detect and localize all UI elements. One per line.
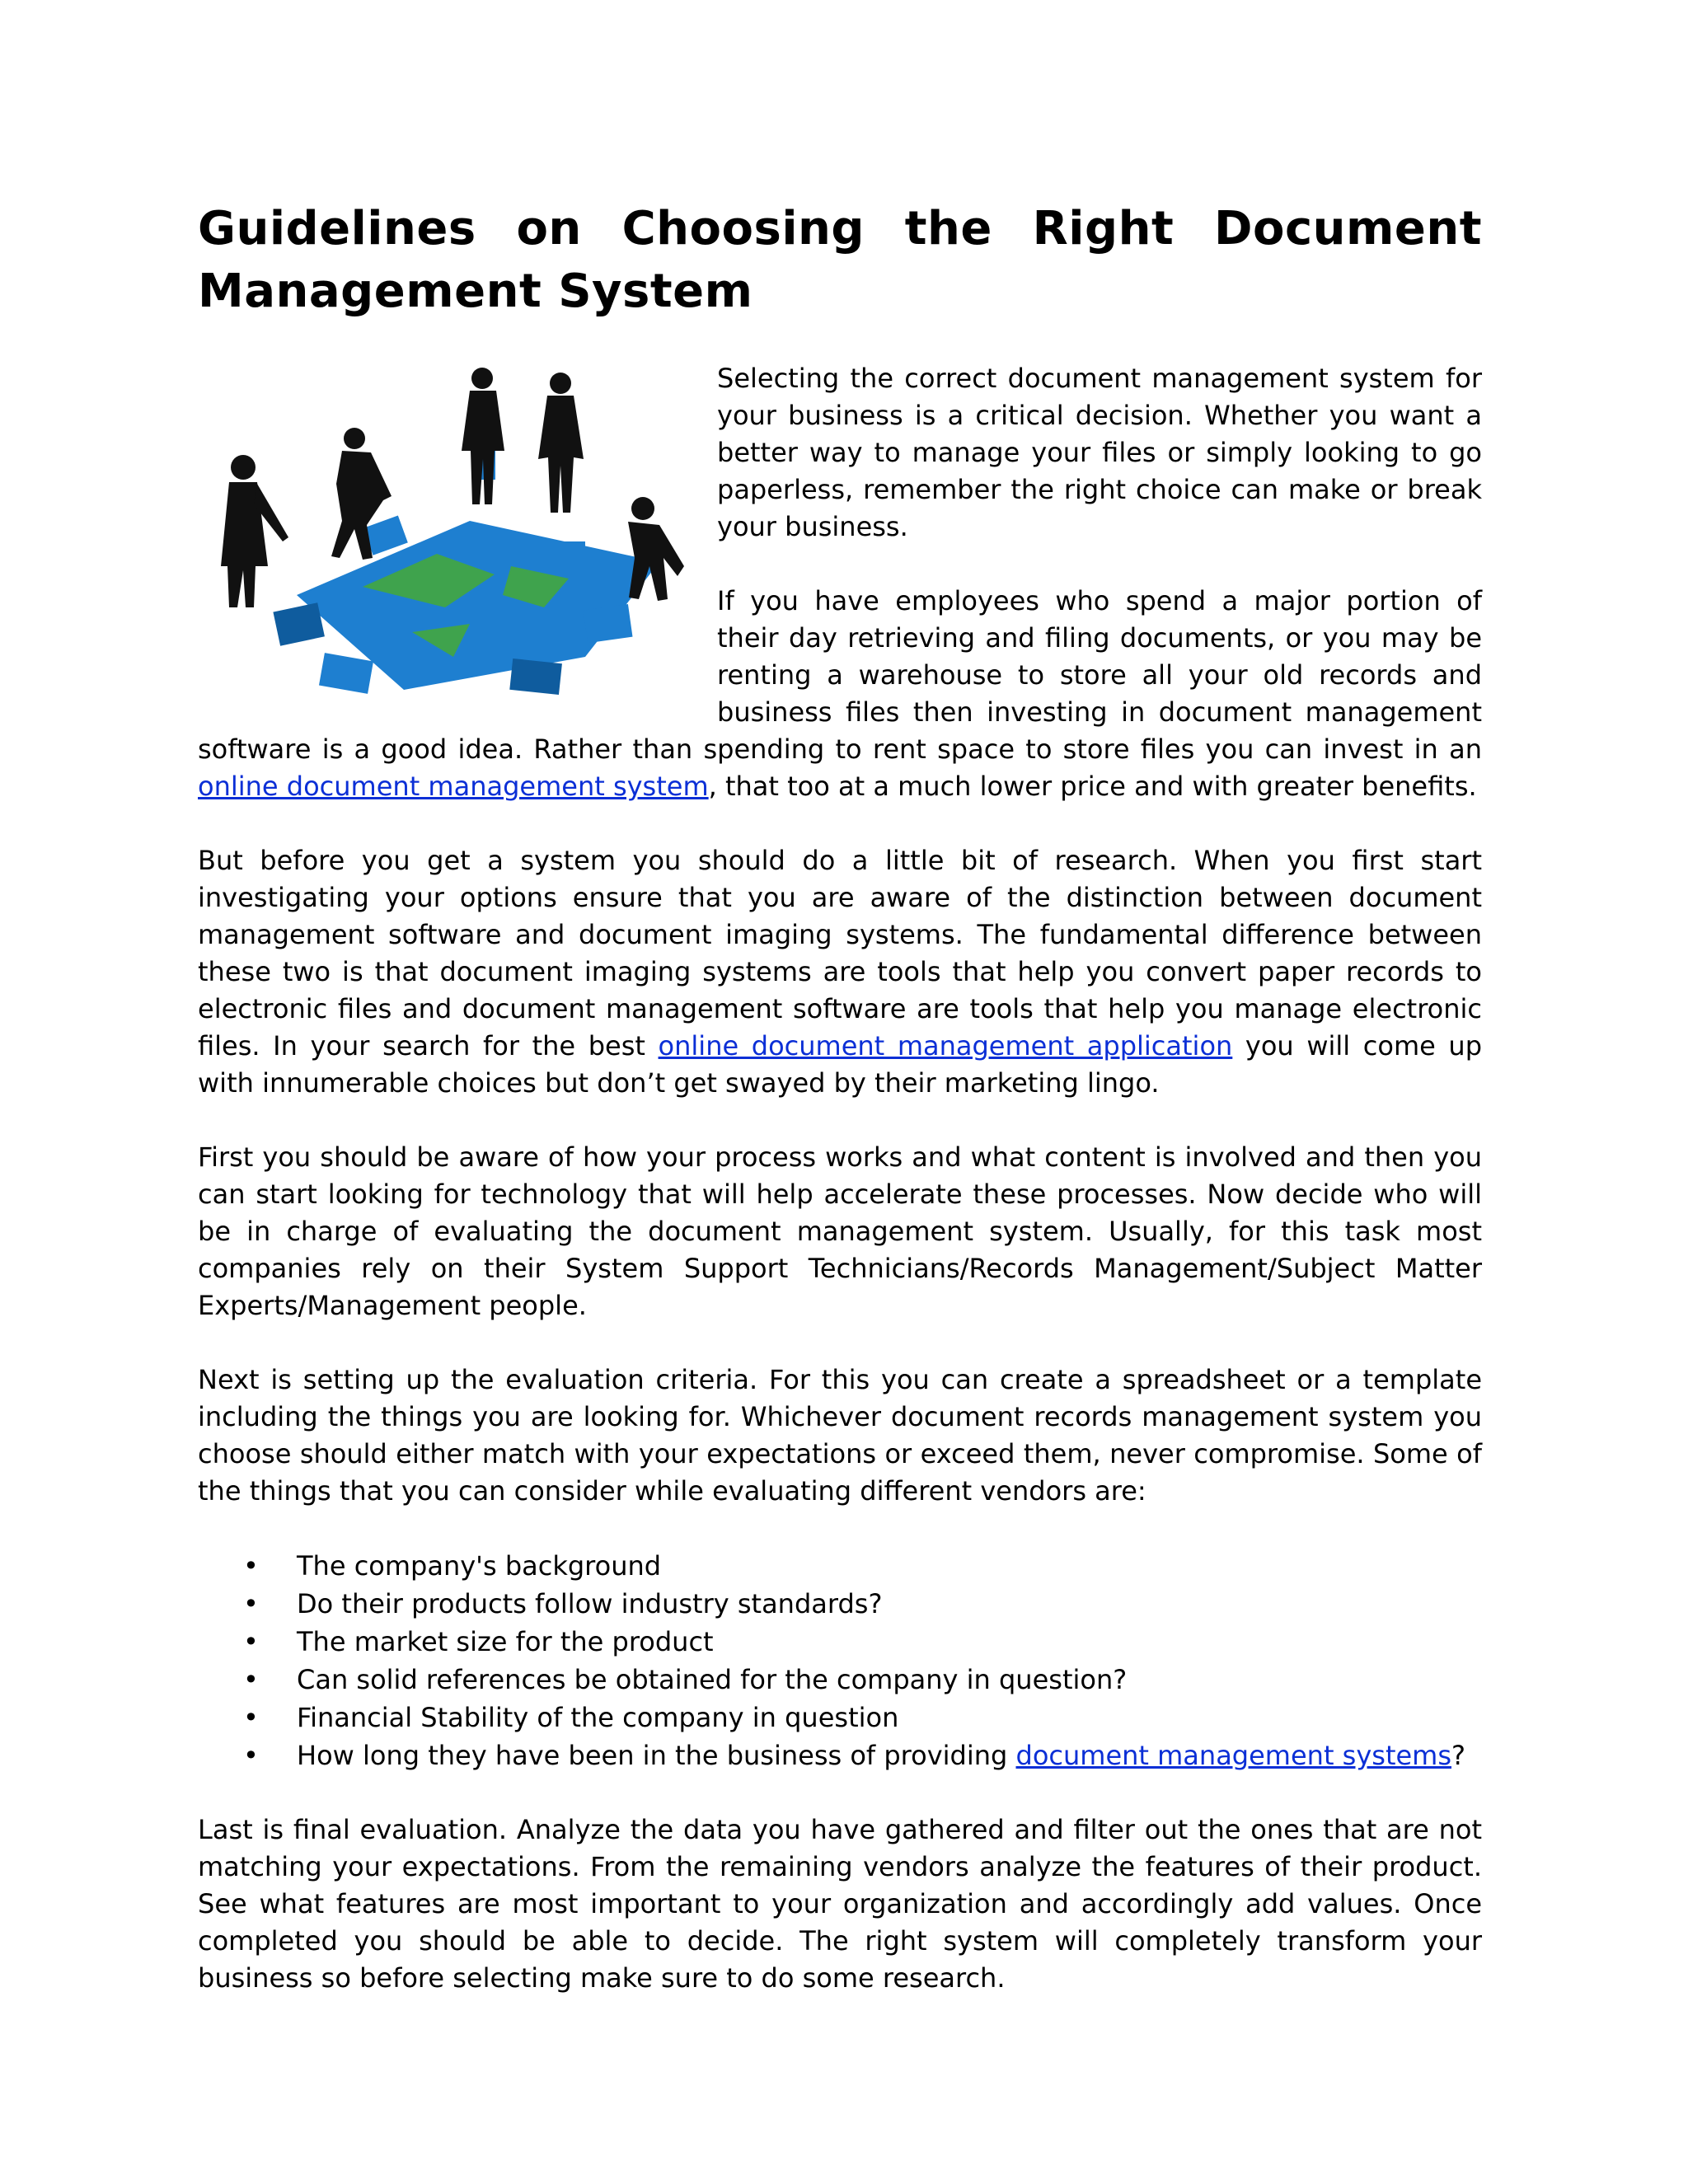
criteria-list [198, 1547, 1482, 1774]
bullet-icon: • [243, 1626, 259, 1657]
list-item-tail: ? [1451, 1740, 1465, 1771]
bullet-icon: • [243, 1588, 259, 1619]
bullet-icon: • [243, 1740, 259, 1771]
list-item [198, 1661, 1482, 1699]
list-item-text: Can solid references be obtained for the company in question? [297, 1664, 1128, 1695]
puzzle-piece [509, 658, 562, 695]
puzzle-figure [198, 360, 701, 706]
list-item-text: Do their products follow industry standards? [297, 1588, 883, 1619]
list-item [198, 1736, 1482, 1774]
puzzle-piece [273, 602, 325, 646]
puzzle-pieces [273, 434, 659, 695]
online-dms-application-link[interactable]: online document management application [658, 1030, 1233, 1062]
list-item-text: How long they have been in the business of providing [297, 1740, 1016, 1771]
person-silhouette [628, 497, 684, 601]
list-item [198, 1547, 1482, 1585]
bullet-icon: • [243, 1702, 259, 1733]
puzzle-piece [319, 653, 373, 694]
research-paragraph [198, 842, 1482, 1102]
page-title: Guidelines on Choosing the Right Document Management System [198, 202, 1482, 318]
list-item-text: The market size for the product [297, 1626, 714, 1657]
list-item [198, 1699, 1482, 1736]
list-item [198, 1585, 1482, 1623]
bullet-icon: • [243, 1550, 259, 1582]
intro-section [198, 360, 1482, 805]
intro-paragraph-2-tail: , that too at a much lower price and with greater benefits. [708, 771, 1477, 802]
dms-link[interactable]: document management systems [1015, 1740, 1452, 1771]
list-item-text: The company's background [297, 1550, 662, 1582]
online-dms-link[interactable]: online document management system [198, 771, 709, 802]
person-silhouette [462, 368, 504, 504]
list-item-text: Financial Stability of the company in question [297, 1702, 899, 1733]
list-item [198, 1623, 1482, 1661]
intro-paragraph-2-text: If you have employees who spend a major portion of their day retrieving and filing documents, or you may be renting a warehouse to store all your old records and business files then investing in document management software is a good idea. Rather than spending to rent space to store files you can invest in an [198, 585, 1482, 765]
process-paragraph: First you should be aware of how your process works and what content is involved and then you can start looking for technology that will help accelerate these processes. Now decide who will be in charge of evaluating the document management system. Usually, for this task most companies rely on their System Support Technicians/Records Management/Subject Matter Experts/Management people. [198, 1141, 1482, 1321]
final-paragraph: Last is final evaluation. Analyze the data you have gathered and filter out the ones that are not matching your expectations. From the remaining vendors analyze the features of their product. See what features are most important to your organization and accordingly add values. Once completed you should be able to decide. The right system will completely transform your business so before selecting make sure to do some research. [198, 1814, 1482, 1994]
bullet-icon: • [243, 1664, 259, 1695]
puzzle-piece [560, 541, 585, 566]
person-silhouette [538, 373, 584, 513]
research-paragraph-text: But before you get a system you should do a little bit of research. When you first start investigating your options ensure that you are aware of the distinction between document management software and document imaging systems. The fundamental difference between these two is that document imaging systems are tools that help you convert paper records to electronic files and document management software are tools that help you manage electronic files. In your search for the best [198, 845, 1482, 1062]
person-silhouette [221, 455, 288, 607]
document-page [198, 198, 1482, 2034]
research-paragraph-tail: you will come up with innumerable choices but don’t get swayed by their marketing lingo. [198, 1030, 1483, 1099]
intro-paragraph-1: Selecting the correct document management system for your business is a critical decision. Whether you want a better way to manage your files or simply looking to go paperless, remember the right choice can make or break your business. [717, 363, 1482, 542]
criteria-paragraph: Next is setting up the evaluation criteria. For this you can create a spreadsheet or a template including the things you are looking for. Whichever document records management system you choose should either match with your expectations or exceed them, never compromise. Some of the things that you can consider while evaluating different vendors are: [198, 1364, 1482, 1507]
puzzle-piece [583, 604, 632, 643]
